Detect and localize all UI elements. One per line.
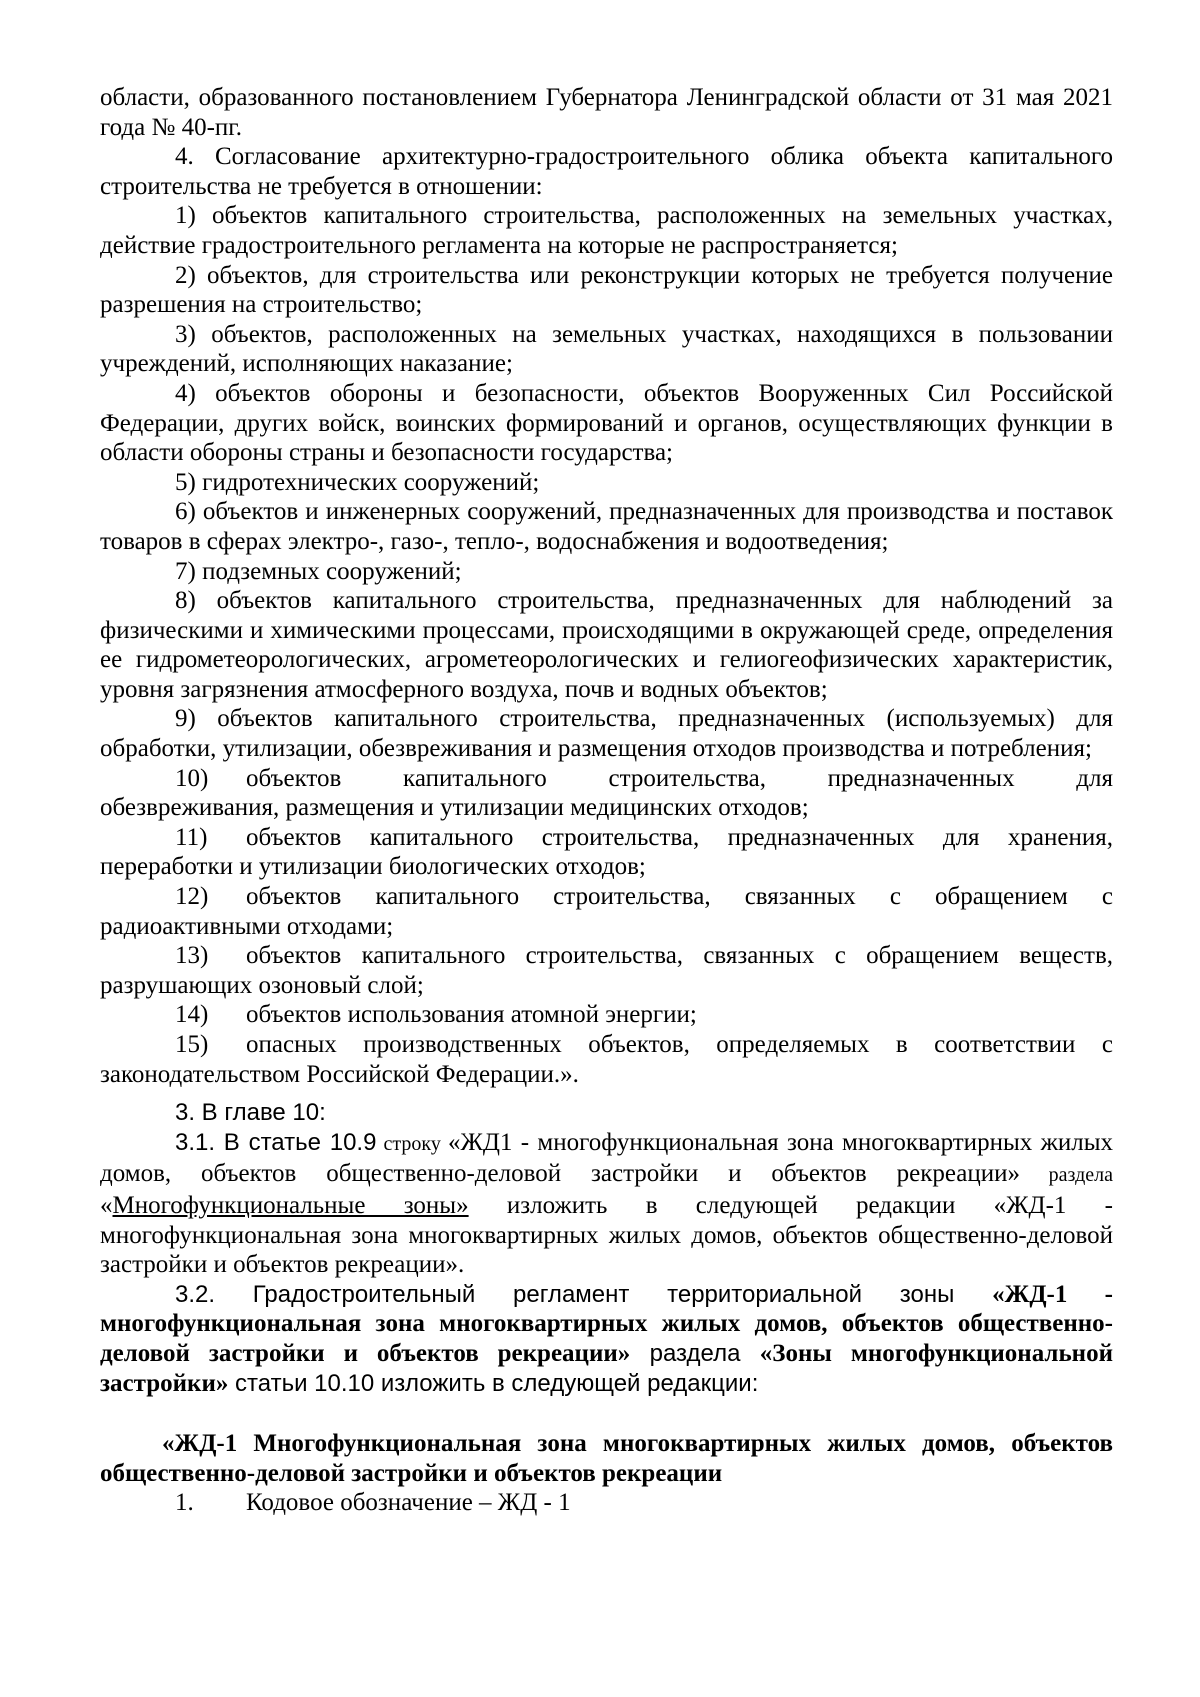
list-item-11 <box>100 823 1113 882</box>
list-item-12 <box>100 882 1113 941</box>
item-text: объектов использования атомной энергии; <box>246 1001 697 1029</box>
list-item: 3) объектов, расположенных на земельных участках, находящихся в пользовании учреждений, исполняющих наказание; <box>100 320 1113 378</box>
item-continuation: разрушающих озоновый слой; <box>100 971 424 999</box>
list-item-10 <box>100 764 1113 823</box>
paragraph-3-1: 3.1. В статье 10.9 строку «ЖД1 - многофункциональная зона многоквартирных жилых домов, объектов общественно-деловой застройки и объектов рекреации» раздела «Многофункциональные зоны» изложить в следующей редакции «ЖД-1 - многофункциональная зона многоквартирных жилых домов, объектов общественно-деловой застройки и объектов рекреации». <box>100 1128 1114 1279</box>
item-text: объектов капитального строительства, связанных с обращением веществ, <box>246 942 1113 970</box>
underlined-section-name: Многофункциональные зоны» <box>112 1191 469 1219</box>
item-continuation: законодательством Российской Федерации.». <box>100 1060 579 1088</box>
list-item-14 <box>100 1000 1113 1030</box>
zone-heading: «ЖД-1 Многофункциональная зона многоквартирных жилых домов, объектов общественно-деловой застройки и объектов рекреации <box>100 1430 1113 1487</box>
item-text: объектов капитального строительства, предназначенных для хранения, <box>246 823 1113 851</box>
chapter-10-heading: 3. В главе 10: <box>175 1099 326 1127</box>
list-item: 1) объектов капитального строительства, расположенных на земельных участках, действие градостроительного регламента на которые не распространяется; <box>100 202 1113 259</box>
list-item-13 <box>100 941 1113 1000</box>
item-number: 15) <box>175 1031 209 1058</box>
paragraph-3-2: 3.2. Градостроительный регламент территориальной зоны «ЖД-1 - многофункциональная зона многоквартирных жилых домов, объектов общественно-деловой застройки и объектов рекреации» раздела «Зоны многофункциональной застройки» статьи 10.10 изложить в следующей редакции: <box>100 1280 1113 1397</box>
intro-paragraph: области, образованного постановлением Губернатора Ленинградской области от 31 мая 2021 года № 40-пг. <box>100 84 1113 141</box>
numbered-item-1: 1. Кодовое обозначение – ЖД - 1 <box>175 1489 571 1517</box>
list-item: 2) объектов, для строительства или реконструкции которых не требуется получение разрешения на строительство; <box>100 261 1113 319</box>
list-item: 9) объектов капитального строительства, предназначенных (используемых) для обработки, утилизации, обезвреживания и размещения отходов производства и потребления; <box>100 705 1113 763</box>
item-number: 12) <box>175 883 209 911</box>
document-page <box>100 83 1113 1518</box>
item-text: опасных производственных объектов, определяемых в соответствии с <box>246 1031 1113 1058</box>
item-number: 14) <box>175 1001 209 1029</box>
list-item-15 <box>100 1030 1113 1089</box>
list-item: 5) гидротехнических сооружений; <box>175 468 540 496</box>
item-number: 13) <box>175 942 209 970</box>
item-continuation: переработки и утилизации биологических отходов; <box>100 853 646 881</box>
item-continuation: обезвреживания, размещения и утилизации медицинских отходов; <box>100 794 809 822</box>
list-item: 6) объектов и инженерных сооружений, предназначенных для производства и поставок товаров в сферах электро-, газо-, тепло-, водоснабжения и водоотведения; <box>100 498 1113 555</box>
item-number: 10) <box>175 764 209 792</box>
item-number: 11) <box>175 823 208 851</box>
item-continuation: радиоактивными отходами; <box>100 912 394 940</box>
paragraph-4: 4. Согласование архитектурно-градостроительного облика объекта капитального строительства не требуется в отношении: <box>100 143 1113 200</box>
item-text: объектов капитального строительства, связанных с обращением с <box>246 883 1113 911</box>
item-text: объектов капитального строительства, предназначенных для <box>246 764 1113 792</box>
list-item: 8) объектов капитального строительства, предназначенных для наблюдений за физическими и химическими процессами, происходящими в окружающей среде, определения ее гидрометеорологических, агрометеорологических и гелиогеофизических характеристик, уровня загрязнения атмосферного воздуха, почв и водных объектов; <box>100 587 1113 703</box>
list-item: 7) подземных сооружений; <box>175 557 462 585</box>
list-item: 4) объектов обороны и безопасности, объектов Вооруженных Сил Российской Федерации, других войск, воинских формирований и органов, осуществляющих функции в области обороны страны и безопасности государства; <box>100 379 1113 467</box>
